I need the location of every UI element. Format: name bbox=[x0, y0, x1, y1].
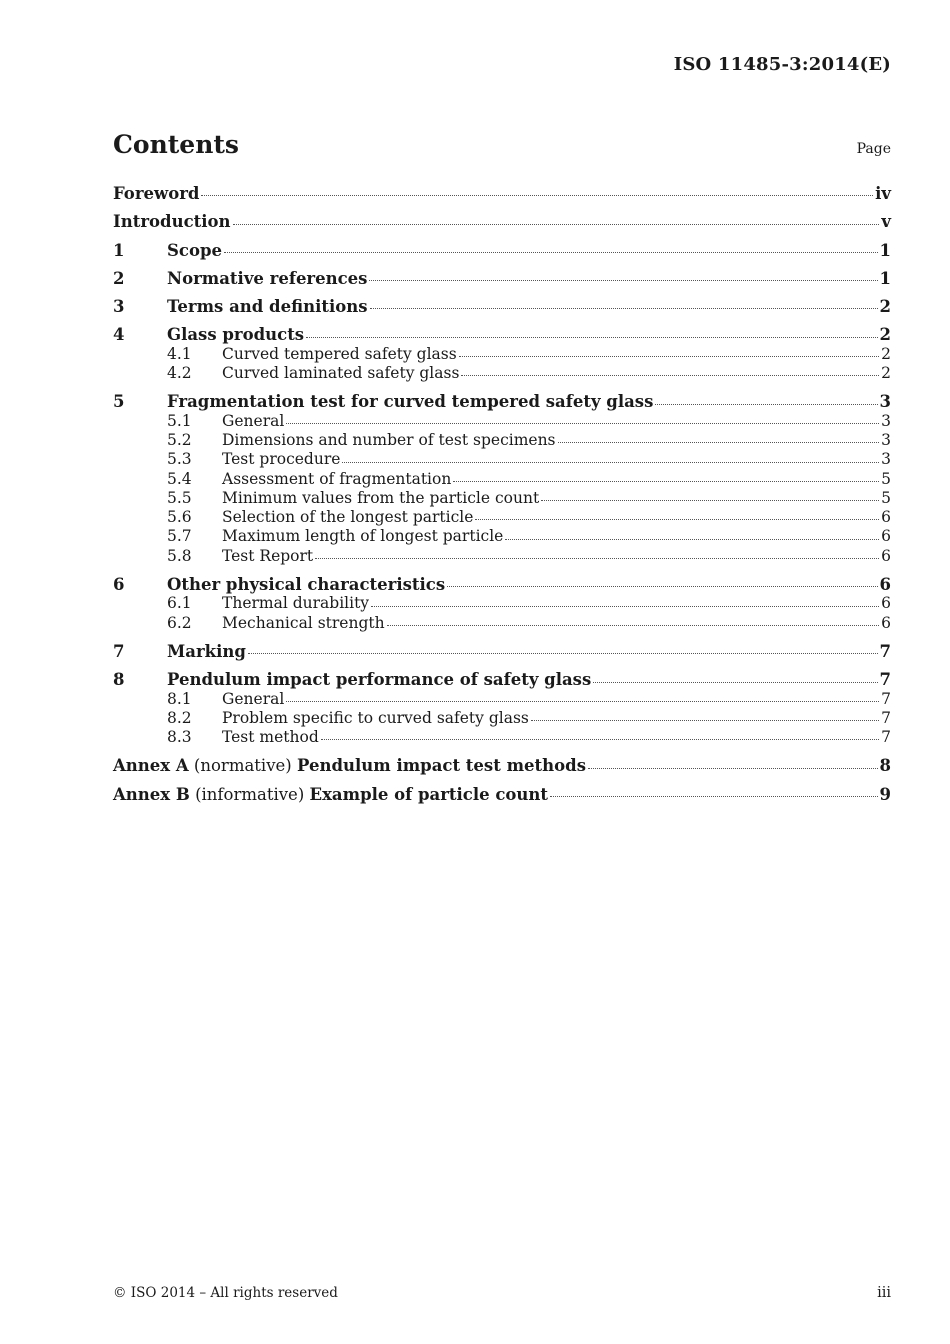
toc-entry-number: 6.2 bbox=[167, 613, 192, 632]
toc-entry-title: Mechanical strength bbox=[222, 613, 385, 632]
toc-entry-title bbox=[113, 785, 548, 804]
toc-entry-page: 6 bbox=[881, 546, 891, 565]
toc-entry-number: 8 bbox=[113, 670, 125, 690]
dot-leader bbox=[321, 739, 879, 740]
toc-entry[interactable] bbox=[113, 450, 891, 469]
dot-leader bbox=[558, 442, 880, 443]
toc-entry-title: Pendulum impact performance of safety glass bbox=[167, 670, 592, 690]
toc-entry[interactable] bbox=[113, 594, 891, 613]
toc-entry-title: Introduction bbox=[113, 212, 231, 232]
toc-entry[interactable] bbox=[113, 325, 891, 344]
annex-type: (informative) bbox=[189, 784, 310, 804]
toc-entry-number: 5.2 bbox=[167, 430, 192, 449]
toc-entry-title: Thermal durability bbox=[222, 594, 370, 613]
annex-title: Example of particle count bbox=[309, 784, 549, 804]
toc-entry-page: 1 bbox=[879, 240, 891, 260]
toc-entry-number: 8.3 bbox=[167, 728, 192, 747]
dot-leader bbox=[306, 337, 877, 338]
toc-entry-title: Terms and definitions bbox=[167, 297, 368, 317]
toc-entry[interactable] bbox=[113, 642, 891, 661]
page-footer bbox=[113, 1285, 891, 1301]
document-id-header: ISO 11485-3:2014(E) bbox=[673, 54, 891, 75]
toc-entry[interactable] bbox=[113, 614, 891, 633]
toc-entry-page: 2 bbox=[879, 297, 891, 317]
dot-leader bbox=[459, 356, 879, 357]
toc-entry-page: 5 bbox=[881, 469, 891, 488]
toc-entry[interactable] bbox=[113, 364, 891, 383]
dot-leader bbox=[475, 519, 879, 520]
dot-leader bbox=[371, 606, 879, 607]
dot-leader bbox=[453, 481, 879, 482]
toc-entry-title: Marking bbox=[167, 641, 246, 661]
toc-entry-title: Test procedure bbox=[222, 450, 341, 469]
toc-entry-title: Normative references bbox=[167, 268, 368, 288]
annex-label: Annex B bbox=[113, 784, 190, 804]
dot-leader bbox=[315, 558, 879, 559]
toc-entry-number: 6 bbox=[113, 575, 125, 595]
toc-entry-page: 2 bbox=[879, 325, 891, 345]
toc-entry[interactable] bbox=[113, 412, 891, 431]
contents-title-row bbox=[113, 130, 891, 159]
toc-entry-title: Selection of the longest particle bbox=[222, 508, 474, 527]
toc-entry-page: 3 bbox=[881, 411, 891, 430]
toc-entry-page: 7 bbox=[881, 728, 891, 747]
dot-leader bbox=[342, 462, 879, 463]
contents-title: Contents bbox=[113, 130, 240, 159]
toc-entry[interactable] bbox=[113, 575, 891, 594]
dot-leader bbox=[286, 701, 879, 702]
toc-entry-title: Problem specific to curved safety glass bbox=[222, 708, 529, 727]
toc-entry-page: 1 bbox=[879, 268, 891, 288]
toc-entry-number: 4 bbox=[113, 325, 125, 345]
dot-leader bbox=[531, 720, 879, 721]
toc-entry-number: 5.3 bbox=[167, 450, 192, 469]
toc-entry-title: Fragmentation test for curved tempered safety glass bbox=[167, 392, 654, 412]
dot-leader bbox=[588, 768, 878, 769]
annex-label: Annex A bbox=[113, 756, 189, 776]
dot-leader bbox=[505, 539, 879, 540]
dot-leader bbox=[248, 653, 878, 654]
toc-entry-title: Scope bbox=[167, 240, 223, 260]
toc-entry[interactable] bbox=[113, 241, 891, 260]
toc-entry-page: 7 bbox=[879, 670, 891, 690]
toc-entry-page: 6 bbox=[881, 594, 891, 613]
dot-leader bbox=[201, 195, 873, 196]
annex-type: (normative) bbox=[188, 756, 297, 776]
toc-entry[interactable] bbox=[113, 489, 891, 508]
dot-leader bbox=[655, 404, 877, 405]
toc-entry-title: Curved tempered safety glass bbox=[222, 344, 457, 363]
toc-entry-page: v bbox=[881, 212, 891, 232]
toc-entry-title: Glass products bbox=[167, 325, 305, 345]
dot-leader bbox=[369, 280, 877, 281]
dot-leader bbox=[593, 682, 877, 683]
toc-entry[interactable] bbox=[113, 470, 891, 489]
toc-entry[interactable] bbox=[113, 297, 891, 316]
toc-entry-title: Assessment of fragmentation bbox=[222, 469, 452, 488]
toc-entry[interactable] bbox=[113, 756, 891, 775]
toc-entry-number: 4.2 bbox=[167, 364, 192, 383]
toc-entry-page: 5 bbox=[881, 488, 891, 507]
toc-entry[interactable] bbox=[113, 527, 891, 546]
toc-entry-page: 9 bbox=[879, 784, 891, 804]
toc-entry[interactable] bbox=[113, 728, 891, 747]
toc-entry-title: Test method bbox=[222, 728, 319, 747]
dot-leader bbox=[286, 423, 879, 424]
toc-entry-number: 5.7 bbox=[167, 527, 192, 546]
toc-entry-page: 2 bbox=[881, 344, 891, 363]
dot-leader bbox=[370, 308, 878, 309]
toc-entry-page: 7 bbox=[879, 641, 891, 661]
toc-entry-title: General bbox=[222, 689, 285, 708]
dot-leader bbox=[387, 625, 880, 626]
dot-leader bbox=[541, 500, 879, 501]
toc-entry-title: Maximum length of longest particle bbox=[222, 527, 504, 546]
table-of-contents bbox=[113, 184, 891, 804]
toc-entry-title: Other physical characteristics bbox=[167, 575, 446, 595]
dot-leader bbox=[461, 375, 879, 376]
toc-entry-page: 8 bbox=[879, 756, 891, 776]
toc-entry-number: 5.5 bbox=[167, 488, 192, 507]
toc-entry[interactable] bbox=[113, 269, 891, 288]
toc-entry[interactable] bbox=[113, 184, 891, 203]
toc-entry-page: 6 bbox=[881, 508, 891, 527]
page-number: iii bbox=[877, 1285, 891, 1301]
toc-entry[interactable] bbox=[113, 709, 891, 728]
toc-entry-number: 5.4 bbox=[167, 469, 192, 488]
dot-leader bbox=[550, 796, 878, 797]
toc-entry[interactable] bbox=[113, 345, 891, 364]
toc-entry[interactable] bbox=[113, 547, 891, 566]
toc-entry-number: 8.1 bbox=[167, 689, 192, 708]
toc-entry-number: 1 bbox=[113, 240, 125, 260]
toc-entry[interactable] bbox=[113, 670, 891, 689]
toc-entry-page: 7 bbox=[881, 689, 891, 708]
toc-entry-title: Foreword bbox=[113, 184, 200, 203]
toc-entry-number: 7 bbox=[113, 641, 125, 661]
toc-entry[interactable] bbox=[113, 690, 891, 709]
toc-entry[interactable] bbox=[113, 212, 891, 231]
toc-entry-page: 3 bbox=[881, 430, 891, 449]
annex-title: Pendulum impact test methods bbox=[296, 756, 586, 776]
dot-leader bbox=[447, 586, 877, 587]
toc-entry-number: 3 bbox=[113, 297, 125, 317]
toc-entry-title: Minimum values from the particle count bbox=[222, 488, 540, 507]
toc-entry-number: 5 bbox=[113, 392, 125, 412]
toc-entry-number: 8.2 bbox=[167, 708, 192, 727]
toc-entry-title bbox=[113, 756, 586, 775]
toc-entry-page: 7 bbox=[881, 708, 891, 727]
toc-entry[interactable] bbox=[113, 508, 891, 527]
toc-entry-title: Curved laminated safety glass bbox=[222, 364, 460, 383]
toc-entry-page: 2 bbox=[881, 364, 891, 383]
toc-entry-number: 5.8 bbox=[167, 546, 192, 565]
toc-entry-page: 3 bbox=[881, 450, 891, 469]
toc-entry-title: Test Report bbox=[222, 546, 314, 565]
toc-entry[interactable] bbox=[113, 392, 891, 411]
toc-entry-title: Dimensions and number of test specimens bbox=[222, 430, 556, 449]
toc-entry[interactable] bbox=[113, 785, 891, 804]
toc-entry-page: 6 bbox=[881, 613, 891, 632]
toc-entry-number: 4.1 bbox=[167, 344, 192, 363]
toc-entry-page: 3 bbox=[879, 392, 891, 412]
page-column-label: Page bbox=[856, 141, 891, 157]
toc-entry-title: General bbox=[222, 411, 285, 430]
toc-entry-page: 6 bbox=[879, 575, 891, 595]
dot-leader bbox=[233, 224, 880, 225]
toc-entry-page: 6 bbox=[881, 527, 891, 546]
toc-entry-number: 2 bbox=[113, 268, 125, 288]
toc-entry-number: 5.6 bbox=[167, 508, 192, 527]
copyright-notice: © ISO 2014 – All rights reserved bbox=[113, 1285, 338, 1301]
toc-entry-number: 5.1 bbox=[167, 411, 192, 430]
dot-leader bbox=[224, 252, 878, 253]
toc-entry-page: iv bbox=[875, 184, 891, 203]
toc-entry[interactable] bbox=[113, 431, 891, 450]
toc-entry-number: 6.1 bbox=[167, 594, 192, 613]
